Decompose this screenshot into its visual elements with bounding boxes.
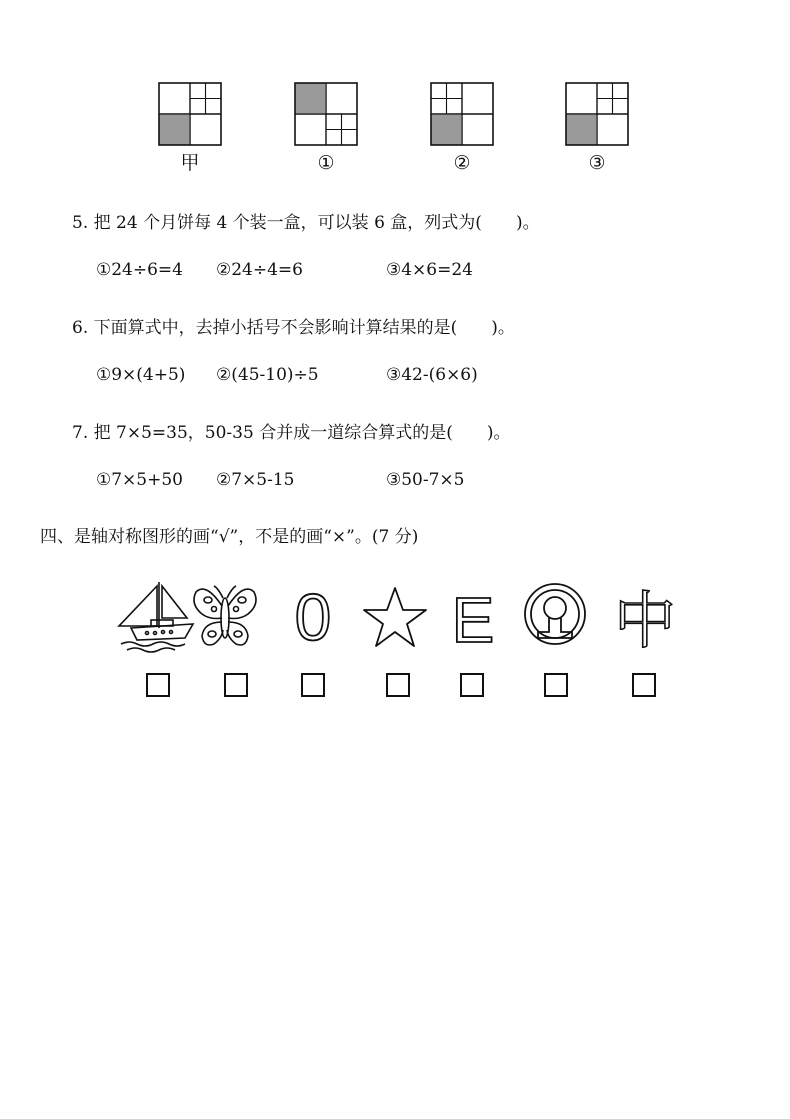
answer-box-railway-logo[interactable] xyxy=(544,673,568,697)
figure-label-2: ② xyxy=(453,152,471,174)
question-7-option-3[interactable]: ③50-7×5 xyxy=(386,470,465,490)
question-6-option-3[interactable]: ③42-(6×6) xyxy=(386,365,478,385)
question-6-stem: 6. 下面算式中，去掉小括号不会影响计算结果的是( )。 xyxy=(72,318,515,338)
railway-logo-icon xyxy=(522,580,588,654)
figure-option-3 xyxy=(565,82,629,146)
figure-option-1 xyxy=(294,82,358,146)
answer-box-sailboat[interactable] xyxy=(146,673,170,697)
answer-box-butterfly[interactable] xyxy=(224,673,248,697)
question-7-option-2[interactable]: ②7×5-15 xyxy=(216,470,295,490)
answer-box-letter-e[interactable] xyxy=(460,673,484,697)
figure-jia xyxy=(158,82,222,146)
section-4-title: 四、是轴对称图形的画“√”，不是的画“×”。(7 分) xyxy=(40,527,419,547)
question-6-option-2[interactable]: ②(45-10)÷5 xyxy=(216,365,319,385)
sailboat-icon xyxy=(115,580,195,654)
zero-digit xyxy=(286,580,340,654)
question-7-option-1[interactable]: ①7×5+50 xyxy=(96,470,183,490)
star-icon xyxy=(362,580,428,654)
question-6-option-1[interactable]: ①9×(4+5) xyxy=(96,365,186,385)
figure-label-3: ③ xyxy=(588,152,606,174)
answer-box-zero[interactable] xyxy=(301,673,325,697)
svg-text:0: 0 xyxy=(294,580,332,654)
letter-e xyxy=(446,580,500,654)
svg-text:中: 中 xyxy=(613,584,677,654)
question-5-option-2[interactable]: ②24÷4=6 xyxy=(216,260,303,280)
question-5-stem: 5. 把 24 个月饼每 4 个装一盒，可以装 6 盒，列式为( )。 xyxy=(72,213,540,233)
svg-text:E: E xyxy=(451,584,495,654)
answer-box-star[interactable] xyxy=(386,673,410,697)
figure-option-2 xyxy=(430,82,494,146)
figure-label-1: ① xyxy=(317,152,335,174)
answer-box-zhong[interactable] xyxy=(632,673,656,697)
question-7-stem: 7. 把 7×5=35，50-35 合并成一道综合算式的是( )。 xyxy=(72,423,511,443)
question-5-option-1[interactable]: ①24÷6=4 xyxy=(96,260,183,280)
question-5-option-3[interactable]: ③4×6=24 xyxy=(386,260,473,280)
butterfly-icon xyxy=(192,580,258,654)
figure-label-jia: 甲 xyxy=(180,152,200,174)
zhong-character xyxy=(612,580,678,654)
